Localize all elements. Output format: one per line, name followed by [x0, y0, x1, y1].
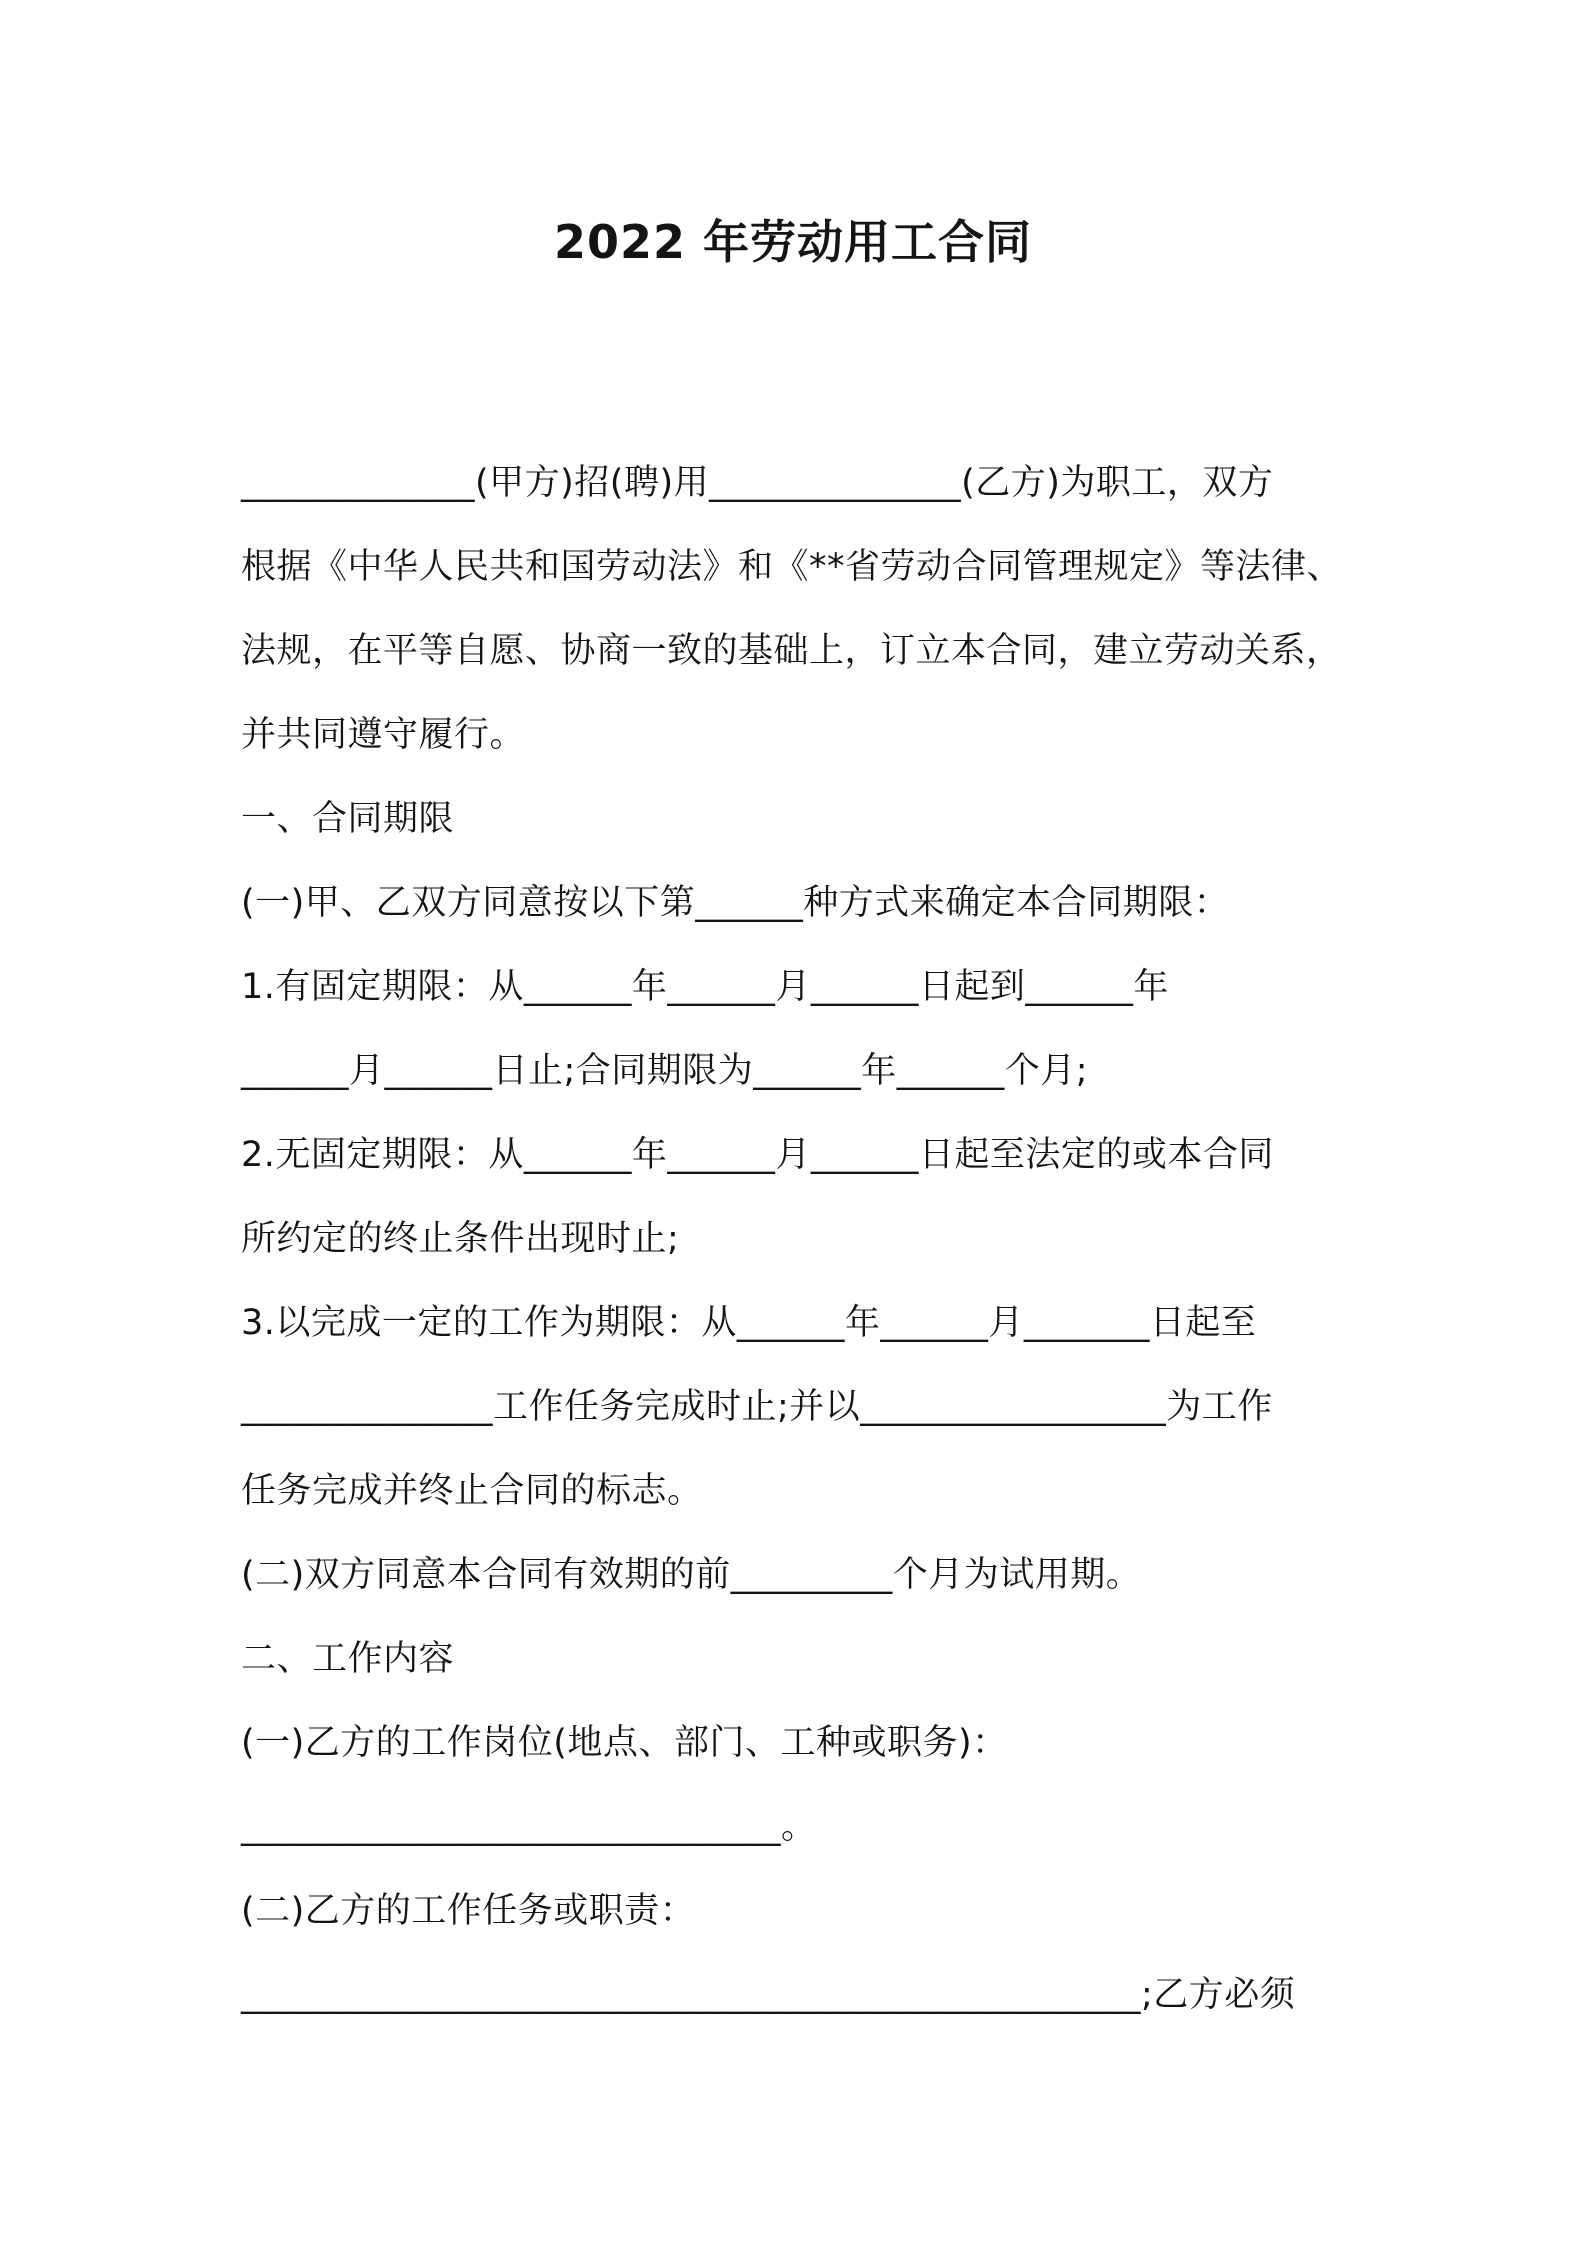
- paragraph-line: 3.以完成一定的工作为期限：从______年______月_______日起至: [241, 1303, 1257, 1343]
- paragraph-line: 2.无固定期限：从______年______月______日起至法定的或本合同: [241, 1135, 1274, 1175]
- paragraph-line: (一)甲、乙双方同意按以下第______种方式来确定本合同期限：: [241, 883, 1230, 923]
- section-heading: 一、合同期限: [241, 799, 455, 839]
- paragraph-line: __________________________________________________;乙方必须: [241, 1975, 1296, 2015]
- paragraph-line: (二)双方同意本合同有效期的前_________个月为试用期。: [241, 1555, 1142, 1595]
- paragraph-line: 并共同遵守履行。: [241, 715, 526, 755]
- paragraph-line: _____________(甲方)招(聘)用______________(乙方)为职工，双方: [241, 463, 1274, 503]
- paragraph-line: 所约定的终止条件出现时止;: [241, 1219, 680, 1259]
- paragraph-line: 1.有固定期限：从______年______月______日起到______年: [241, 967, 1169, 1007]
- document-title: 2022 年劳动用工合同: [553, 215, 1033, 269]
- paragraph-line: ______________工作任务完成时止;并以_________________为工作: [241, 1387, 1273, 1427]
- paragraph-line: 根据《中华人民共和国劳动法》和《**省劳动合同管理规定》等法律、: [241, 547, 1343, 587]
- paragraph-line: (一)乙方的工作岗位(地点、部门、工种或职务)：: [241, 1723, 1008, 1763]
- paragraph-line: ______月______日止;合同期限为______年______个月;: [241, 1051, 1089, 1091]
- paragraph-line: 任务完成并终止合同的标志。: [241, 1471, 703, 1511]
- paragraph-line: ______________________________。: [241, 1807, 817, 1847]
- section-heading: 二、工作内容: [241, 1639, 455, 1679]
- paragraph-line: 法规，在平等自愿、协商一致的基础上，订立本合同，建立劳动关系，: [241, 631, 1342, 671]
- paragraph-line: (二)乙方的工作任务或职责：: [241, 1891, 696, 1931]
